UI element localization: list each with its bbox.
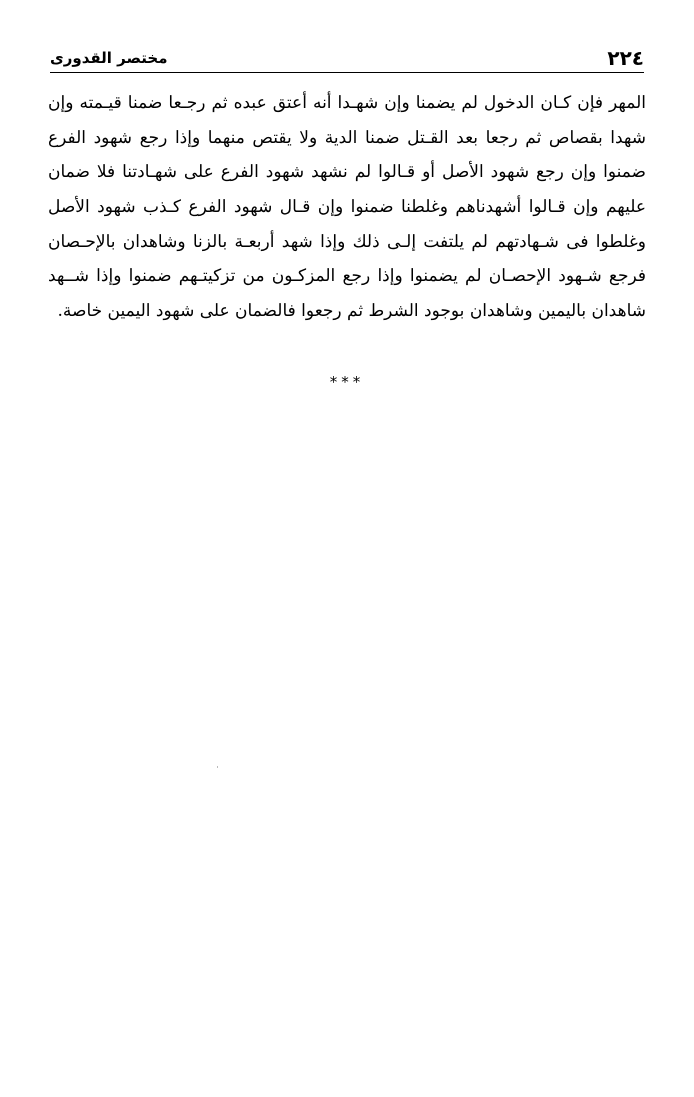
section-end-asterisks: *** [329, 373, 365, 391]
text-line: شهدا بقصاص ثم رجعا بعد القـتل ضمنا الدية ولا يقتص منهما وإذا رجع شهود الفرع [48, 127, 646, 148]
text-line: عليهم وإن قـالوا أشهدناهم وغلطنا ضمنوا وإن قـال شهود الفرع كـذب شهود الأصل [48, 197, 646, 218]
page-number: ٢٢٤ [607, 46, 644, 70]
text-line: فرجع شـهود الإحصـان لم يضمنوا وإذا رجع المزكـون من تزكيتـهم ضمنوا وإذا شــهد [48, 266, 646, 287]
paragraph [48, 86, 646, 329]
running-header [50, 44, 644, 73]
text-line: ضمنوا وإن رجع شهود الأصل أو قـالوا لم نشهد شهود الفرع على شهـادتنا فلا ضمان [48, 162, 646, 183]
scan-speck [217, 766, 218, 768]
text-line: شاهدان باليمين وشاهدان بوجود الشرط ثم رجعوا فالضمان على شهود اليمين خاصة. [57, 301, 646, 322]
text-line: وغلطوا فى شـهادتهم لم يلتفت إلـى ذلك وإذا شهد أربعـة بالزنا وشاهدان بالإحـصان [48, 231, 646, 252]
book-title: مختصر القدورى [50, 49, 168, 67]
text-line: المهر فإن كـان الدخول لم يضمنا وإن شهـدا أنه أعتق عبده ثم رجـعا ضمنا قيـمته وإن [48, 93, 646, 113]
